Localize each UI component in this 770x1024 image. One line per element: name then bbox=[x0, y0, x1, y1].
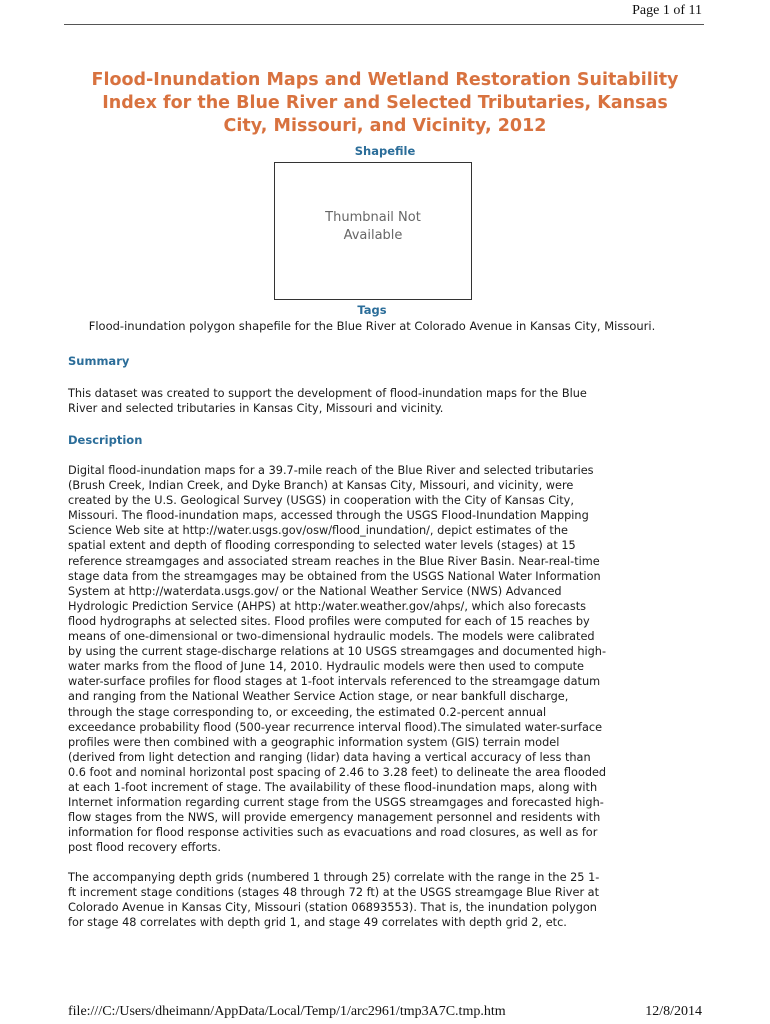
document-title: Flood-Inundation Maps and Wetland Restoration Suitability Index for the Blue River and Selected Tributaries, Kansas City, Missouri, and Vicinity, 2012 bbox=[91, 70, 679, 136]
footer-date: 12/8/2014 bbox=[645, 1004, 702, 1019]
page-number: Page 1 of 11 bbox=[632, 3, 702, 18]
description-heading: Description bbox=[68, 433, 143, 447]
summary-text: This dataset was created to support the development of flood-inundation maps for the Blue River and selected tributaries in Kansas City, Missouri and vicinity. bbox=[68, 387, 587, 416]
footer-file-path: file:///C:/Users/dheimann/AppData/Local/Temp/1/arc2961/tmp3A7C.tmp.htm bbox=[68, 1004, 506, 1019]
header-rule bbox=[64, 24, 704, 25]
description-paragraph-2: The accompanying depth grids (numbered 1 through 25) correlate with the range in the 25 1- ft increment stage conditions (stages 48 through 72 ft) at the USGS streamgage Blue River at Colorado Avenue in Kansas City, Missouri (station 06893553). That is, the inundation polygon for stage 48 correlates with depth grid 1, and stage 49 correlates with depth grid 2, etc. bbox=[68, 871, 600, 930]
document-subtitle: Shapefile bbox=[354, 144, 416, 158]
description-paragraph-1: Digital flood-inundation maps for a 39.7-mile reach of the Blue River and selected tributaries (Brush Creek, Indian Creek, and Dyke Branch) at Kansas City, Missouri, and vicinity, were created by the U.S. Geological Survey (USGS) in cooperation with the City of Kansas City, Missouri. The flood-inundation maps, accessed through the USGS Flood-Inundation Mapping Science Web site at http://water.usgs.gov/osw/flood_inundation/, depict estimates of the spatial extent and depth of flooding corresponding to selected water levels (stages) at 15 reference streamgages and associated stream reaches in the Blue River Basin. Near-real-time stage data from the streamgages may be obtained from the USGS National Water Information System at http://waterdata.usgs.gov/ or the National Weather Service (NWS) Advanced Hydrologic Prediction Service (AHPS) at http:/water.weather.gov/ahps/, which also forecasts flood hydrographs at selected sites. Flood profiles were computed for each of 15 reaches by means of one-dimensional or two-dimensional hydraulic models. The models were calibrated by using the current stage-discharge relations at 10 USGS streamgages and documented high- water marks from the flood of June 14, 2010. Hydraulic models were then used to compute water-surface profiles for flood stages at 1-foot intervals referenced to the streamgage datum and ranging from the National Weather Service Action stage, or near bankfull discharge, through the stage corresponding to, or exceeding, the estimated 0.2-percent annual exceedance probability flood (500-year recurrence interval flood).The simulated water-surface profiles were then combined with a geographic information system (GIS) terrain model (derived from light detection and ranging (lidar) data having a vertical accuracy of less than 0.6 foot and nominal horizontal post spacing of 2.46 to 3.28 feet) to delineate the area flooded at each 1-foot increment of stage. The availability of these flood-inundation maps, along with Internet information regarding current stage from the USGS streamgages and forecasted high- flow stages from the NWS, will provide emergency management personnel and residents with information for flood response activities such as evacuations and road closures, as well as for post flood recovery efforts. bbox=[68, 464, 607, 855]
summary-heading: Summary bbox=[68, 354, 130, 368]
tags-heading: Tags bbox=[357, 303, 387, 317]
thumbnail-placeholder-text: Thumbnail Not Available bbox=[325, 210, 421, 243]
tags-text: Flood-inundation polygon shapefile for the Blue River at Colorado Avenue in Kansas City, Missouri. bbox=[88, 319, 656, 333]
